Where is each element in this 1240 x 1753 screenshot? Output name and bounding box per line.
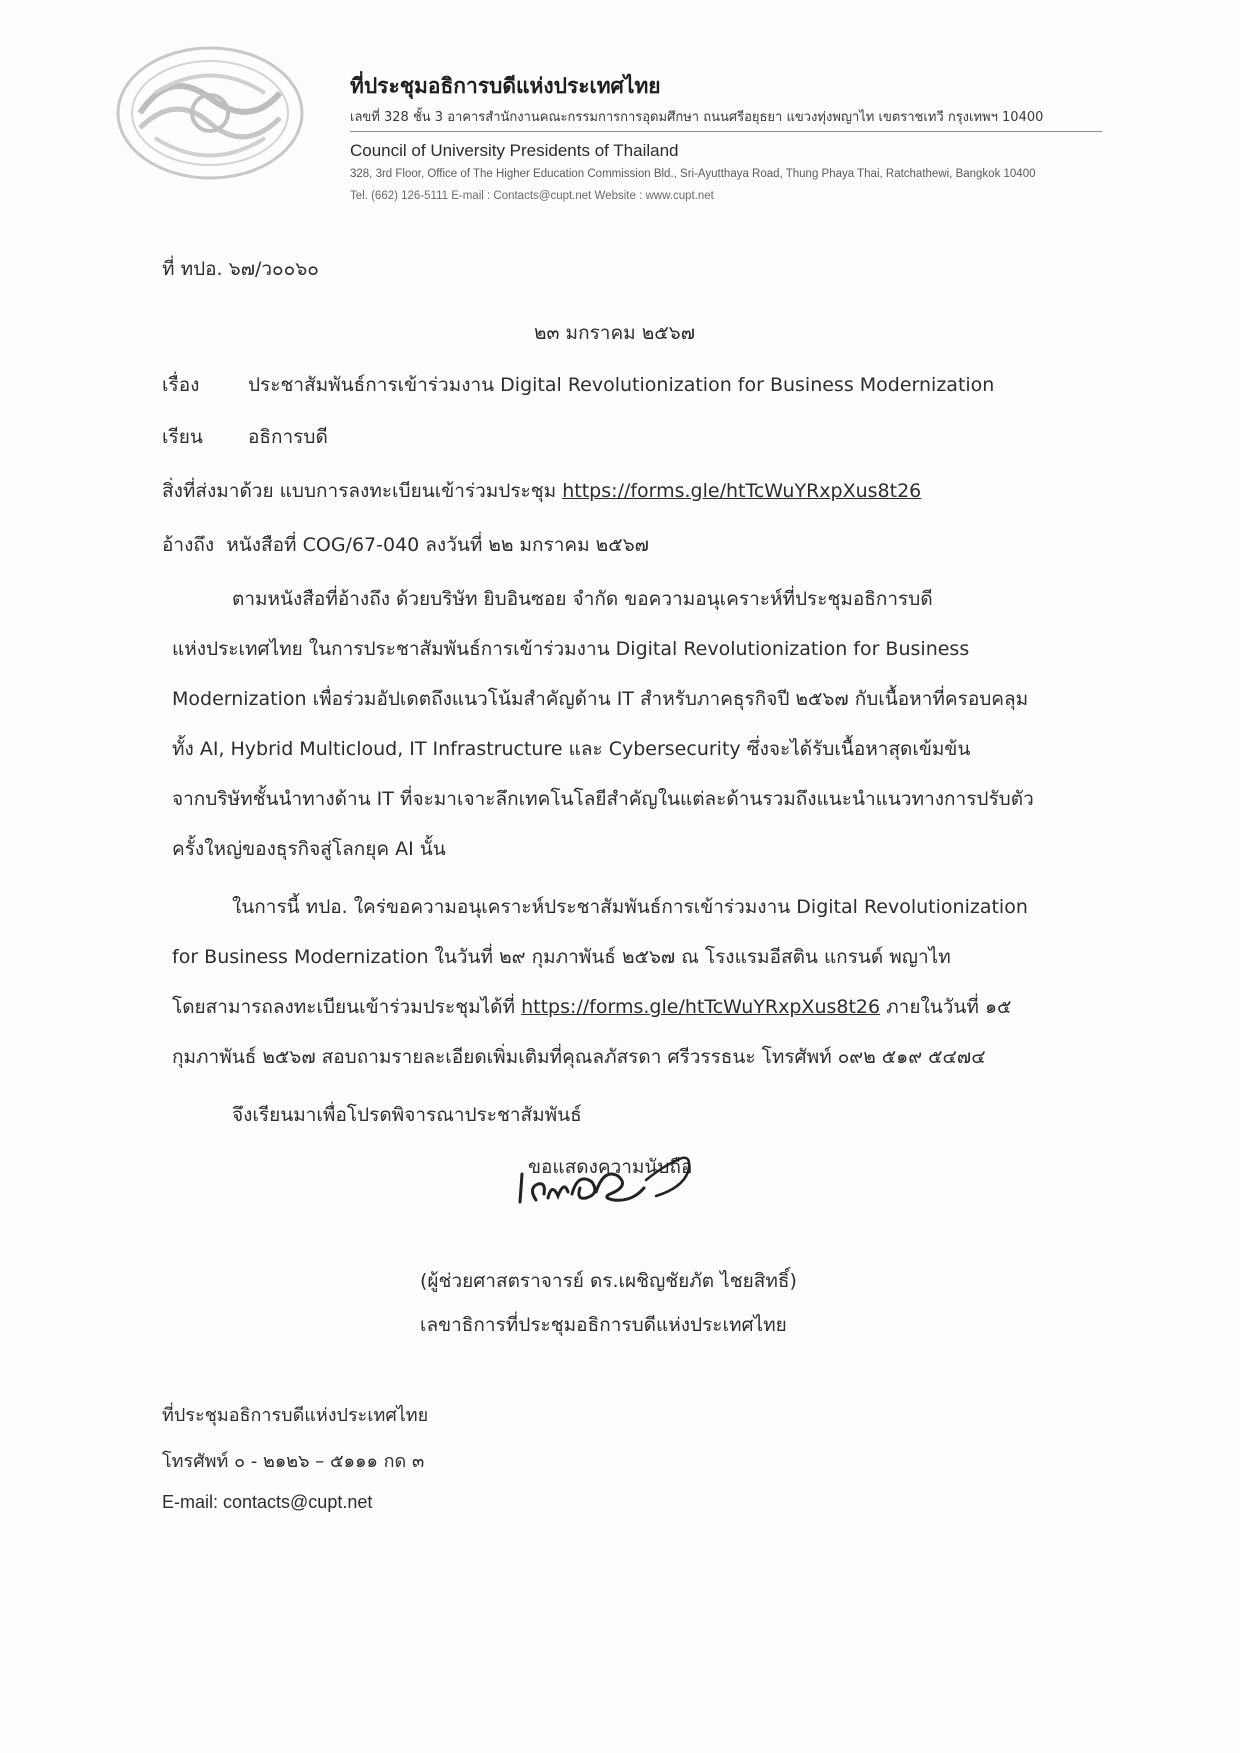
closing-salutation: ขอแสดงความนับถือ — [528, 1156, 693, 1178]
closing-request: จึงเรียนมาเพื่อโปรดพิจารณาประชาสัมพันธ์ — [232, 1104, 582, 1126]
handwritten-signature — [506, 1142, 706, 1222]
enclosure-label: สิ่งที่ส่งมาด้วย — [162, 480, 274, 502]
enclosure-text: แบบการลงทะเบียนเข้าร่วมประชุม — [279, 480, 557, 502]
reference-label: อ้างถึง — [162, 534, 215, 556]
footer-email: E-mail: contacts@cupt.net — [162, 1492, 373, 1512]
footer-org: ที่ประชุมอธิการบดีแห่งประเทศไทย — [162, 1405, 429, 1426]
contact-en: Tel. (662) 126-5111 E-mail : Contacts@cupt.net Website : www.cupt.net — [350, 190, 714, 202]
paragraph1-line: แห่งประเทศไทย ในการประชาสัมพันธ์การเข้าร่วมงาน Digital Revolutionization for Business — [172, 638, 970, 660]
letterhead-divider — [350, 131, 1102, 132]
reference-text: หนังสือที่ COG/67-040 ลงวันที่ ๒๒ มกราคม ๒๕๖๗ — [226, 534, 649, 556]
subject-label: เรื่อง — [162, 374, 200, 396]
to-text: อธิการบดี — [248, 426, 328, 448]
signatory-name: (ผู้ช่วยศาสตราจารย์ ดร.เผชิญชัยภัต ไชยสิทธิ์) — [420, 1270, 797, 1292]
enclosure-line — [162, 476, 921, 506]
footer-phone: โทรศัพท์ ๐ - ๒๑๒๖ – ๕๑๑๑ กด ๓ — [162, 1451, 425, 1472]
org-name-en: Council of University Presidents of Thailand — [350, 141, 679, 160]
enclosure-link[interactable]: https://forms.gle/htTcWuYRxpXus8t26 — [562, 480, 922, 502]
org-name-th: ที่ประชุมอธิการบดีแห่งประเทศไทย — [350, 74, 661, 98]
address-en: 328, 3rd Floor, Office of The Higher Education Commission Bld., Sri-Ayutthaya Road, Thung Phaya Thai, Ratchathewi, Bangkok 10400 — [350, 168, 1036, 180]
subject-text: ประชาสัมพันธ์การเข้าร่วมงาน Digital Revolutionization for Business Modernization — [248, 374, 995, 396]
paragraph1-line: ตามหนังสือที่อ้างถึง ด้วยบริษัท ยิบอินซอย จำกัด ขอความอนุเคราะห์ที่ประชุมอธิการบดี — [232, 588, 933, 610]
document-number: ที่ ทปอ. ๖๗/ว๐๐๖๐ — [162, 258, 319, 280]
paragraph1-line: ทั้ง AI, Hybrid Multicloud, IT Infrastructure และ Cybersecurity ซึ่งจะได้รับเนื้อหาสุดเข้มข้น — [172, 738, 971, 760]
to-label: เรียน — [162, 426, 203, 448]
signatory-position: เลขาธิการที่ประชุมอธิการบดีแห่งประเทศไทย — [420, 1314, 787, 1336]
paragraph2-line: ในการนี้ ทปอ. ใคร่ขอความอนุเคราะห์ประชาสัมพันธ์การเข้าร่วมงาน Digital Revolutionization — [232, 896, 1028, 918]
address-th: เลขที่ 328 ชั้น 3 อาคารสำนักงานคณะกรรมการการอุดมศึกษา ถนนศรีอยุธยา แขวงทุ่งพญาไท เขตราชเทวี กรุงเทพฯ 10400 — [350, 110, 1044, 125]
paragraph1-line: จากบริษัทชั้นนำทางด้าน IT ที่จะมาเจาะลึกเทคโนโลยีสำคัญในแต่ละด้านรวมถึงแนะนำแนวทางการปรับตัว — [172, 788, 1034, 810]
deadline-text: ภายในวันที่ ๑๕ — [886, 996, 1012, 1018]
paragraph2-line: กุมภาพันธ์ ๒๕๖๗ สอบถามรายละเอียดเพิ่มเติมที่คุณลภัสรดา ศรีวรรธนะ โทรศัพท์ ๐๙๒ ๕๑๙ ๕๔๗๔ — [172, 1046, 986, 1068]
paragraph2-line-3 — [172, 992, 1011, 1022]
reference-line — [162, 530, 649, 560]
document-date: ๒๓ มกราคม ๒๕๖๗ — [534, 322, 695, 344]
registration-text: โดยสามารถลงทะเบียนเข้าร่วมประชุมได้ที่ — [172, 996, 516, 1018]
paragraph1-line: ครั้งใหญ่ของธุรกิจสู่โลกยุค AI นั้น — [172, 838, 446, 860]
registration-link[interactable]: https://forms.gle/htTcWuYRxpXus8t26 — [521, 996, 881, 1018]
paragraph1-line: Modernization เพื่อร่วมอัปเดตถึงแนวโน้มสำคัญด้าน IT สำหรับภาคธุรกิจปี ๒๕๖๗ กับเนื้อหาที่ครอบคลุม — [172, 688, 1029, 710]
paragraph2-line: for Business Modernization ในวันที่ ๒๙ กุมภาพันธ์ ๒๕๖๗ ณ โรงแรมอีสติน แกรนด์ พญาไท — [172, 946, 951, 968]
cupt-logo — [110, 38, 310, 188]
